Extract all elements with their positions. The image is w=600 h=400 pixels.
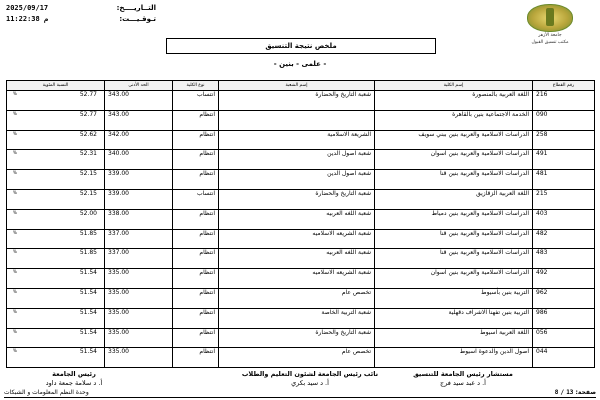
logo-caption-1: جامعة الأزهر bbox=[538, 33, 562, 38]
table-row bbox=[7, 269, 595, 289]
percentage-wrap bbox=[10, 230, 101, 237]
min-score-cell: 339.00 bbox=[105, 189, 173, 209]
division-name-cell: شعبة اللغه العربيه bbox=[219, 209, 375, 229]
percent-sign: % bbox=[13, 110, 17, 116]
college-type-cell: انتظام bbox=[173, 229, 219, 249]
percentage-cell bbox=[7, 269, 105, 289]
percentage-value: 52.15 bbox=[79, 170, 97, 178]
sector-code-cell: 044 bbox=[533, 348, 595, 368]
college-type-cell: انتظام bbox=[173, 348, 219, 368]
percentage-wrap bbox=[10, 210, 101, 217]
percent-sign: % bbox=[13, 170, 17, 176]
percent-sign: % bbox=[13, 189, 17, 195]
college-type-cell: انتساب bbox=[173, 91, 219, 111]
percentage-cell bbox=[7, 249, 105, 269]
percentage-cell bbox=[7, 348, 105, 368]
division-name-cell: شعبة اصول الدين bbox=[219, 150, 375, 170]
min-score-cell: 335.00 bbox=[105, 288, 173, 308]
percentage-value: 52.77 bbox=[79, 110, 97, 118]
percentage-value: 51.85 bbox=[79, 249, 97, 257]
percentage-wrap bbox=[10, 170, 101, 177]
percentage-wrap bbox=[10, 348, 101, 355]
col-header-pct: النسبة المئوية bbox=[7, 81, 105, 91]
results-table bbox=[6, 80, 595, 368]
signature-title: رئيس الجامعة bbox=[52, 370, 96, 378]
percent-sign: % bbox=[13, 91, 17, 96]
time-value: 11:22:38 bbox=[6, 15, 40, 23]
college-name-cell: التربية بنين بأسيوط bbox=[375, 288, 533, 308]
percentage-cell bbox=[7, 110, 105, 130]
college-name-cell: اصول الدين والدعوة اسيوط bbox=[375, 348, 533, 368]
table-row bbox=[7, 348, 595, 368]
percent-sign: % bbox=[13, 288, 17, 294]
table-row bbox=[7, 110, 595, 130]
col-header-code: رقم القطاع bbox=[533, 81, 595, 91]
date-label: التــاريــــخ: bbox=[116, 4, 156, 12]
percent-sign: % bbox=[13, 229, 17, 235]
college-type-cell: انتظام bbox=[173, 130, 219, 150]
col-header-division: إسم الشعبة bbox=[219, 81, 375, 91]
division-name-cell bbox=[219, 110, 375, 130]
table-row bbox=[7, 91, 595, 111]
percentage-value: 52.77 bbox=[79, 91, 97, 98]
table-row bbox=[7, 150, 595, 170]
division-name-cell: شعبة التربية الخاصة bbox=[219, 308, 375, 328]
sector-code-cell: 215 bbox=[533, 189, 595, 209]
percentage-value: 51.54 bbox=[79, 348, 97, 356]
date-row bbox=[6, 3, 156, 14]
table-row bbox=[7, 328, 595, 348]
time-row bbox=[6, 14, 156, 25]
table-row bbox=[7, 249, 595, 269]
college-name-cell: الخدمة الاجتماعية بنين بالقاهرة bbox=[375, 110, 533, 130]
percentage-wrap bbox=[10, 289, 101, 296]
division-name-cell: شعبة الشريعه الاسلاميه bbox=[219, 269, 375, 289]
percentage-wrap bbox=[10, 309, 101, 316]
percent-sign: % bbox=[13, 269, 17, 275]
percent-sign: % bbox=[13, 328, 17, 334]
table-row bbox=[7, 130, 595, 150]
footer-unit-text: وحدة النظم المعلومات و الشبكات bbox=[4, 389, 89, 396]
percentage-value: 51.54 bbox=[79, 308, 97, 316]
time-label: تـوقـيـــت: bbox=[119, 15, 156, 23]
college-type-cell: انتظام bbox=[173, 170, 219, 190]
min-score-cell: 335.00 bbox=[105, 269, 173, 289]
percentage-value: 52.00 bbox=[79, 209, 97, 217]
signature-vice-president bbox=[210, 370, 410, 388]
percent-sign: % bbox=[13, 249, 17, 255]
percentage-wrap bbox=[10, 329, 101, 336]
percentage-value: 52.62 bbox=[79, 130, 97, 138]
table-row bbox=[7, 308, 595, 328]
sector-code-cell: 481 bbox=[533, 170, 595, 190]
college-type-cell: انتظام bbox=[173, 150, 219, 170]
signature-president bbox=[14, 370, 134, 388]
page-label: صفحة: bbox=[575, 389, 596, 396]
percentage-cell bbox=[7, 130, 105, 150]
table-row bbox=[7, 229, 595, 249]
percentage-wrap bbox=[10, 91, 101, 98]
min-score-cell: 343.00 bbox=[105, 91, 173, 111]
percentage-cell bbox=[7, 170, 105, 190]
sector-code-cell: 962 bbox=[533, 288, 595, 308]
university-logo-icon bbox=[527, 4, 573, 32]
college-name-cell: الدراسات الاسلامية والعربية بنين قنا bbox=[375, 229, 533, 249]
col-header-type: نوع الكلية bbox=[173, 81, 219, 91]
table-row bbox=[7, 288, 595, 308]
division-name-cell: شعبة اصول الدين bbox=[219, 170, 375, 190]
college-type-cell: انتساب bbox=[173, 189, 219, 209]
sector-code-cell: 986 bbox=[533, 308, 595, 328]
percentage-cell bbox=[7, 150, 105, 170]
col-header-min: الحد الأدنى bbox=[105, 81, 173, 91]
college-name-cell: اللغة العربية اسيوط bbox=[375, 328, 533, 348]
percent-sign: % bbox=[13, 209, 17, 215]
sector-code-cell: 090 bbox=[533, 110, 595, 130]
college-name-cell: الدراسات الاسلامية والعربية بنين ببني سويف bbox=[375, 130, 533, 150]
percentage-wrap bbox=[10, 269, 101, 276]
college-type-cell: انتظام bbox=[173, 288, 219, 308]
sector-code-cell: 492 bbox=[533, 269, 595, 289]
page-separator: / bbox=[560, 389, 565, 396]
college-name-cell: الدراسات الاسلامية والعربية بنين دمياط bbox=[375, 209, 533, 229]
college-name-cell: الدراسات الاسلامية والعربية بنين اسوان bbox=[375, 269, 533, 289]
division-name-cell: شعبة اللغه العربيه bbox=[219, 249, 375, 269]
percentage-value: 52.31 bbox=[79, 150, 97, 158]
college-name-cell: الدراسات الاسلامية والعربية بنين اسوان bbox=[375, 150, 533, 170]
percentage-cell bbox=[7, 308, 105, 328]
sector-code-cell: 258 bbox=[533, 130, 595, 150]
min-score-cell: 343.00 bbox=[105, 110, 173, 130]
percentage-value: 51.54 bbox=[79, 269, 97, 277]
date-value: 2025/09/17 bbox=[6, 4, 49, 12]
sector-code-cell: 491 bbox=[533, 150, 595, 170]
percentage-wrap bbox=[10, 150, 101, 157]
col-header-college: إسم الكلية bbox=[375, 81, 533, 91]
college-type-cell: انتظام bbox=[173, 110, 219, 130]
table-header-row bbox=[7, 81, 595, 91]
college-type-cell: انتظام bbox=[173, 269, 219, 289]
document-subtitle: - علمى - بنين - bbox=[273, 60, 327, 68]
percentage-cell bbox=[7, 189, 105, 209]
footer-divider bbox=[4, 397, 596, 398]
college-name-cell: اللغة العربية بالمنصورة bbox=[375, 91, 533, 111]
college-type-cell: انتظام bbox=[173, 328, 219, 348]
header-meta bbox=[6, 3, 156, 25]
college-name-cell: اللغة العربية الزقازيق bbox=[375, 189, 533, 209]
percent-sign: % bbox=[13, 308, 17, 314]
university-logo-block bbox=[520, 4, 580, 46]
sector-code-cell: 482 bbox=[533, 229, 595, 249]
percentage-wrap bbox=[10, 111, 101, 118]
percentage-cell bbox=[7, 91, 105, 111]
percentage-cell bbox=[7, 288, 105, 308]
college-name-cell: الدراسات الاسلامية والعربية بنين قنا bbox=[375, 249, 533, 269]
division-name-cell: تخصص عام bbox=[219, 348, 375, 368]
sector-code-cell: 483 bbox=[533, 249, 595, 269]
min-score-cell: 340.00 bbox=[105, 150, 173, 170]
percent-sign: % bbox=[13, 348, 17, 354]
percentage-value: 51.54 bbox=[79, 328, 97, 336]
sector-code-cell: 216 bbox=[533, 91, 595, 111]
page-current: 13 bbox=[566, 389, 574, 396]
min-score-cell: 335.00 bbox=[105, 308, 173, 328]
percentage-cell bbox=[7, 229, 105, 249]
page-total: 8 bbox=[554, 389, 559, 396]
signature-name: أ. د سلامة جمعة داود bbox=[45, 379, 103, 387]
sector-code-cell: 403 bbox=[533, 209, 595, 229]
college-name-cell: التربية بنين تفهنا الاشراف دقهلية bbox=[375, 308, 533, 328]
min-score-cell: 337.00 bbox=[105, 249, 173, 269]
min-score-cell: 339.00 bbox=[105, 170, 173, 190]
table-row bbox=[7, 209, 595, 229]
division-name-cell: شعبة التاريخ والحضارة bbox=[219, 91, 375, 111]
min-score-cell: 342.00 bbox=[105, 130, 173, 150]
document-title: ملخص نتيجة التنسيق bbox=[166, 38, 436, 54]
percent-sign: % bbox=[13, 130, 17, 136]
division-name-cell: شعبة التاريخ والحضارة bbox=[219, 328, 375, 348]
page-number bbox=[555, 389, 596, 396]
college-type-cell: انتظام bbox=[173, 249, 219, 269]
percentage-value: 51.54 bbox=[79, 288, 97, 296]
percentage-value: 52.15 bbox=[79, 189, 97, 197]
time-suffix: م bbox=[43, 15, 49, 23]
division-name-cell: شعبة الشريعه الاسلاميه bbox=[219, 229, 375, 249]
percentage-cell bbox=[7, 328, 105, 348]
division-name-cell: تخصص عام bbox=[219, 288, 375, 308]
college-type-cell: انتظام bbox=[173, 308, 219, 328]
percentage-wrap bbox=[10, 190, 101, 197]
signature-title: مستشار رئيس الجامعة للتنسيق bbox=[413, 370, 513, 378]
table-row bbox=[7, 170, 595, 190]
percentage-cell bbox=[7, 209, 105, 229]
min-score-cell: 337.00 bbox=[105, 229, 173, 249]
sector-code-cell: 056 bbox=[533, 328, 595, 348]
min-score-cell: 335.00 bbox=[105, 348, 173, 368]
min-score-cell: 335.00 bbox=[105, 328, 173, 348]
table-row bbox=[7, 189, 595, 209]
signature-name: أ. د عبد سيد فرج bbox=[440, 379, 486, 387]
percent-sign: % bbox=[13, 150, 17, 156]
percentage-wrap bbox=[10, 249, 101, 256]
college-name-cell: الدراسات الاسلامية والعربية بنين قنا bbox=[375, 170, 533, 190]
percentage-wrap bbox=[10, 131, 101, 138]
college-type-cell: انتظام bbox=[173, 209, 219, 229]
division-name-cell: الشريعة الاسلامية bbox=[219, 130, 375, 150]
signature-name: أ. د سيد بكري bbox=[291, 379, 329, 387]
division-name-cell: شعبة التاريخ والحضارة bbox=[219, 189, 375, 209]
percentage-value: 51.85 bbox=[79, 229, 97, 237]
logo-caption-2: مكتب تنسيق القبول bbox=[531, 40, 569, 45]
time-value-wrap bbox=[6, 14, 48, 25]
min-score-cell: 338.00 bbox=[105, 209, 173, 229]
signature-title: نائب رئيس الجامعة لشئون التعليم والطلاب bbox=[241, 370, 379, 378]
